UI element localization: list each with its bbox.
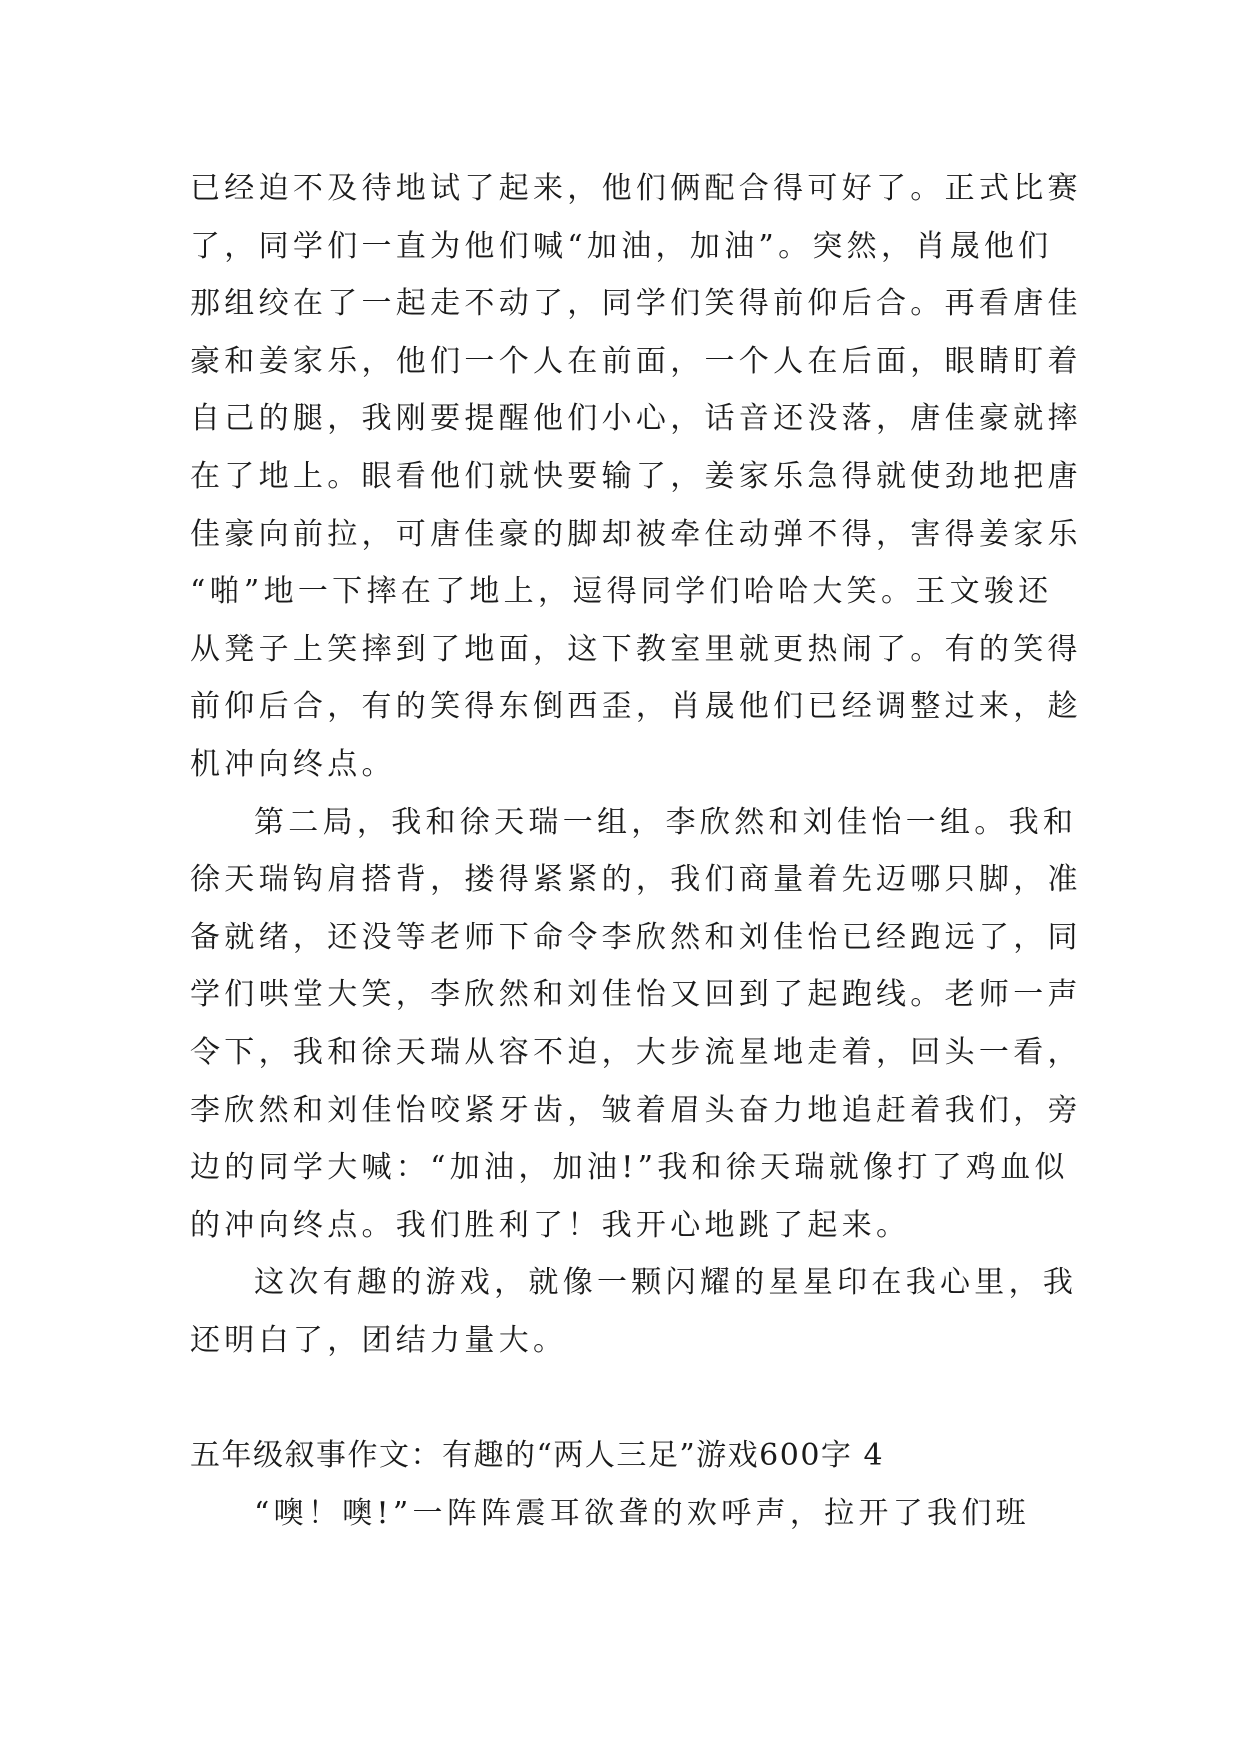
text-line: 佳豪向前拉，可唐佳豪的脚却被牵住动弹不得，害得姜家乐	[190, 516, 1082, 552]
text-line: 从凳子上笑摔到了地面，这下教室里就更热闹了。有的笑得	[190, 631, 1082, 667]
blank-line	[190, 1369, 1070, 1427]
text-line: 那组绞在了一起走不动了，同学们笑得前仰后合。再看唐佳	[190, 286, 1082, 322]
document-body	[190, 160, 1082, 1542]
text-line: 这次有趣的游戏，就像一颗闪耀的星星印在我心里，我	[254, 1265, 1078, 1301]
text-line: “噢！噢!”一阵阵震耳欲聋的欢呼声，拉开了我们班	[254, 1495, 1030, 1531]
text-line: 了，同学们一直为他们喊“加油，加油”。突然，肖晟他们	[190, 228, 1053, 264]
section-heading: 五年级叙事作文：有趣的“两人三足”游戏600字 4	[190, 1438, 885, 1474]
text-line: 的冲向终点。我们胜利了！我开心地跳了起来。	[190, 1207, 911, 1243]
text-line: 还明白了，团结力量大。	[190, 1322, 568, 1358]
text-line: 前仰后合，有的笑得东倒西歪，肖晟他们已经调整过来，趁	[190, 689, 1082, 725]
text-line: 李欣然和刘佳怡咬紧牙齿，皱着眉头奋力地追赶着我们，旁	[190, 1092, 1082, 1128]
paragraph-4	[190, 1485, 1070, 1543]
paragraph-2	[190, 794, 1082, 1255]
text-line: 在了地上。眼看他们就快要输了，姜家乐急得就使劲地把唐	[190, 458, 1082, 494]
text-line: 机冲向终点。	[190, 746, 396, 782]
text-line: 自己的腿，我刚要提醒他们小心，话音还没落，唐佳豪就摔	[190, 401, 1082, 437]
paragraph-1	[190, 160, 1082, 794]
text-line: “啪”地一下摔在了地上，逗得同学们哈哈大笑。王文骏还	[190, 574, 1053, 610]
text-line: 已经迫不及待地试了起来，他们俩配合得可好了。正式比赛	[190, 171, 1082, 206]
text-line: 令下，我和徐天瑞从容不迫，大步流星地走着，回头一看，	[190, 1034, 1082, 1070]
text-line: 第二局，我和徐天瑞一组，李欣然和刘佳怡一组。我和	[254, 804, 1078, 840]
text-line: 备就绪，还没等老师下命令李欣然和刘佳怡已经跑远了，同	[190, 919, 1082, 955]
text-line: 边的同学大喊：“加油，加油!”我和徐天瑞就像打了鸡血似	[190, 1150, 1069, 1186]
paragraph-3	[190, 1254, 1078, 1369]
text-line: 豪和姜家乐，他们一个人在前面，一个人在后面，眼睛盯着	[190, 343, 1082, 379]
text-line: 徐天瑞钩肩搭背，搂得紧紧的，我们商量着先迈哪只脚，准	[190, 862, 1082, 898]
text-line: 学们哄堂大笑，李欣然和刘佳怡又回到了起跑线。老师一声	[190, 977, 1082, 1013]
